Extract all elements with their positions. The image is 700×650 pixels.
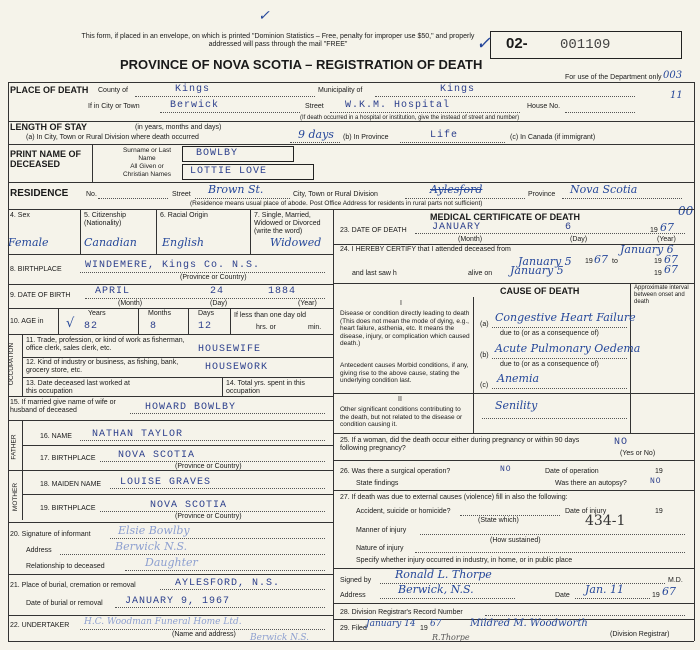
certify-label: 24. I HEREBY CERTIFY that I attended deceased from <box>340 246 511 253</box>
date-of-death-month: JANUARY <box>432 222 482 233</box>
other-conditions-value: Senility <box>495 399 538 412</box>
given-names-value: LOTTIE LOVE <box>190 166 268 177</box>
father-birthplace-value: NOVA SCOTIA <box>118 450 196 461</box>
hrs-label: hrs. or <box>256 324 276 331</box>
citizenship-label: 5. Citizenship (Nationality) <box>84 212 127 227</box>
dob-month-label: (Month) <box>118 300 143 307</box>
office-use-label: For use of the Department only <box>565 74 662 81</box>
street-label: Street <box>305 103 324 110</box>
month-label: (Month) <box>458 236 483 243</box>
attended-to-year: 67 <box>664 253 678 266</box>
stay-b-label: (b) In Province <box>343 134 389 141</box>
undertaker-value: H.C. Woodman Funeral Home Ltd. <box>84 617 242 627</box>
stay-a-value: 9 days <box>298 128 334 141</box>
q26-label: 26. Was there a surgical operation? <box>340 468 451 475</box>
maiden-name-value: LOUISE GRAVES <box>120 477 212 488</box>
check-mark-2: ✓ <box>476 33 492 54</box>
immediate-cause-label: Disease or condition directly leading to death (This does not mean the mode of dying, e.g., heart failure, asthenia, etc. It means the disease, injury, or complication which caused death.) <box>340 310 470 347</box>
citizenship-value: Canadian <box>84 236 137 249</box>
md-label: M.D. <box>668 577 683 584</box>
burial-place-label: 21. Place of burial, cremation or removal <box>10 582 136 589</box>
residence-province-value: Nova Scotia <box>570 183 638 196</box>
alive-on-value: January 5 <box>510 264 564 277</box>
interval-label: Approximate interval between onset and death <box>634 285 689 305</box>
dob-year: 1884 <box>268 286 297 297</box>
business-value: HOUSEWORK <box>205 362 269 373</box>
registrar-sub: (Division Registrar) <box>610 631 670 638</box>
residence-label: RESIDENCE <box>10 188 69 199</box>
surname-label: Surname or Last Name <box>122 147 172 162</box>
spouse-label: 15. If married give name of wife or husband of deceased <box>10 399 116 414</box>
yes-no-label: (Yes or No) <box>620 450 656 457</box>
house-no-label: House No. <box>527 103 561 110</box>
stay-b-value: Life <box>430 130 459 141</box>
informant-addr-label: Address <box>26 547 52 554</box>
form-title: PROVINCE OF NOVA SCOTIA – REGISTRATION OF DEATH <box>120 57 483 72</box>
signed-by-label: Signed by <box>340 577 372 584</box>
dob-day: 24 <box>210 286 225 297</box>
age-label: 10. AGE in <box>10 318 44 325</box>
burial-date-value: JANUARY 9, 1967 <box>125 596 231 607</box>
thorpe-note: R.Thorpe <box>432 633 470 642</box>
to-year-prefix: 19 <box>654 258 662 265</box>
print-name-label: PRINT NAME OF DECEASED <box>10 149 81 169</box>
mother-birthplace-value: NOVA SCOTIA <box>150 500 228 511</box>
cause-a-value: Congestive Heart Failure <box>495 311 636 324</box>
street-value: W.K.M. Hospital <box>345 100 451 111</box>
to-label: to <box>612 258 618 265</box>
years-value: 82 <box>84 321 99 332</box>
father-name-value: NATHAN TAYLOR <box>92 429 184 440</box>
burial-place-value: AYLESFORD, N.S. <box>175 578 281 589</box>
city-label: If in City or Town <box>88 103 140 110</box>
undertaker-address: Berwick N.S. <box>250 633 310 643</box>
alive-on-label: alive on <box>468 270 493 277</box>
other-conditions-label: Other significant conditions contributing to the death, but not related to the disease or condition causing it. <box>340 406 463 428</box>
cause-b-value: Acute Pulmonary Oedema <box>495 342 641 355</box>
cause-c-value: Anemia <box>497 372 540 385</box>
stay-a-label: (a) In City, Town or Rural Division where death occurred <box>26 134 199 141</box>
filed-year-prefix: 19 <box>420 625 428 632</box>
office-code-2: 11 <box>670 90 683 101</box>
residence-city-value: Aylesford <box>430 183 483 196</box>
trade-label: 11. Trade, profession, or kind of work as fisherman, office clerk, sales clerk, etc. <box>26 337 185 352</box>
months-label: Months <box>148 310 171 317</box>
marital-label: 7. Single, Married, Widowed or Divorced (write the word) <box>254 212 321 235</box>
alive-year: 67 <box>664 263 678 276</box>
cause-b-letter: (b) <box>480 352 489 359</box>
attended-from-year: 67 <box>594 253 608 266</box>
days-value: 12 <box>198 321 213 332</box>
day-label: (Day) <box>570 236 588 243</box>
spouse-value: HOWARD BOWLBY <box>145 402 237 413</box>
office-code-1: 003 <box>663 70 683 81</box>
racial-origin-label: 6. Racial Origin <box>160 212 208 219</box>
given-names-label: All Given or Christian Names <box>122 163 172 178</box>
cert-date-label: Date <box>555 592 570 599</box>
filed-year: 67 <box>430 619 442 629</box>
medical-header: MEDICAL CERTIFICATE OF DEATH <box>430 212 580 222</box>
antecedent-label: Antecedent causes Morbid conditions, if any, giving rise to the above cause, stating the underlying condition last. <box>340 362 469 384</box>
check-mark: ✓ <box>258 8 270 24</box>
birthplace-sub: (Province or Country) <box>180 274 247 281</box>
year-label: (Year) <box>657 236 676 243</box>
registration-number: 001109 <box>560 37 611 53</box>
county-label: County of <box>98 87 128 94</box>
trade-value: HOUSEWIFE <box>198 344 262 355</box>
mother-birthplace-label: 19. BIRTHPLACE <box>40 505 96 512</box>
days-label: Days <box>198 310 214 317</box>
years-label: Years <box>88 310 106 317</box>
municipality-value: Kings <box>440 84 476 95</box>
findings-label: State findings <box>356 480 399 487</box>
residence-no-label: No. <box>86 191 97 198</box>
q27-label: 27. If death was due to external causes (violence) fill in also the following: <box>340 494 568 501</box>
registration-prefix: 02- <box>506 35 528 52</box>
alive-year-prefix: 19 <box>654 270 662 277</box>
informant-sig-label: 20. Signature of informant <box>10 531 91 538</box>
mail-notice: This form, if placed in an envelope, on which is printed "Dominion Statistics – Free, penalty for improper use $50," and properly addressed will pass through the mail "FREE" <box>81 33 475 48</box>
father-side-label: FATHER <box>10 434 18 460</box>
last-saw-label: and last saw h <box>352 270 397 277</box>
residence-city-label: City, Town or Rural Division <box>293 191 378 198</box>
years-check: √ <box>66 316 75 331</box>
signed-by-value: Ronald L. Thorpe <box>395 568 492 581</box>
relationship-value: Daughter <box>145 556 198 569</box>
mother-birthplace-sub: (Province or Country) <box>175 513 242 520</box>
informant-addr-value: Berwick N.S. <box>115 540 188 553</box>
surname-value: BOWLBY <box>196 148 239 159</box>
accident-label: Accident, suicide or homicide? <box>356 508 451 515</box>
marital-value: Widowed <box>270 236 322 249</box>
q26-value: NO <box>500 465 512 474</box>
cert-date-value: Jan. 11 <box>585 583 625 596</box>
stamp-number: 434-1 <box>585 513 626 529</box>
q25-label: 25. If a woman, did the death occur either during pregnancy or within 90 days following pregnancy? <box>340 437 580 452</box>
autopsy-value: NO <box>650 477 662 486</box>
total-years-label: 14. Total yrs. spent in this occupation <box>226 380 305 395</box>
stay-sub: (in years, months and days) <box>135 124 222 131</box>
informant-sig-value: Elsie Bowlby <box>118 524 190 537</box>
cert-year-prefix: 19 <box>652 592 660 599</box>
date-of-death-year-prefix: 19 <box>650 227 658 234</box>
date-of-death-label: 23. DATE OF DEATH <box>340 227 407 234</box>
injury-year-prefix: 19 <box>655 508 663 515</box>
cert-address-label: Address <box>340 592 366 599</box>
op-year-prefix: 19 <box>655 468 663 475</box>
birthplace-label: 8. BIRTHPLACE <box>10 266 62 273</box>
how-sustained-label: (How sustained) <box>490 537 541 544</box>
dob-day-label: (Day) <box>210 300 228 307</box>
father-birthplace-label: 17. BIRTHPLACE <box>40 455 96 462</box>
last-worked-label: 13. Date deceased last worked at this occupation <box>26 380 130 395</box>
roman-two: II <box>398 396 402 403</box>
q29-label: 29. Filed <box>340 625 367 632</box>
roman-one: I <box>400 300 402 307</box>
filed-date: January 14 <box>366 619 416 629</box>
date-of-death-year: 67 <box>660 221 674 234</box>
months-value: 8 <box>150 321 158 332</box>
attended-to: January 6 <box>620 243 674 256</box>
occupation-side-label: OCCUPATION <box>8 342 16 386</box>
burial-date-label: Date of burial or removal <box>26 600 103 607</box>
father-birthplace-sub: (Province or Country) <box>175 463 242 470</box>
residence-street-value: Brown St. <box>208 183 264 196</box>
due-to-b: due to (or as a consequence of) <box>500 361 599 368</box>
stay-c-label: (c) In Canada (if immigrant) <box>510 134 596 141</box>
business-label: 12. Kind of industry or business, as fishing, bank, grocery store, etc. <box>26 359 179 374</box>
cert-year: 67 <box>662 585 676 598</box>
mother-side-label: MOTHER <box>12 482 20 512</box>
sex-label: 4. Sex <box>10 212 30 219</box>
office-code-3: 00 <box>678 204 694 218</box>
registrar-signature: Mildred M. Woodworth <box>470 618 588 629</box>
birthplace-value: WINDEMERE, Kings Co. N.S. <box>85 260 261 271</box>
maiden-name-label: 18. MAIDEN NAME <box>40 481 102 488</box>
cause-header: CAUSE OF DEATH <box>500 286 580 296</box>
less-than-day-label: If less than one day old <box>234 312 306 319</box>
father-name-label: 16. NAME <box>40 433 72 440</box>
cause-c-letter: (c) <box>480 382 489 389</box>
place-note: (If death occurred in a hospital or institution, give the instead of street and number) <box>300 115 520 121</box>
dob-label: 9. DATE OF BIRTH <box>10 292 71 299</box>
min-label: min. <box>308 324 322 331</box>
q28-label: 28. Division Registrar's Record Number <box>340 609 463 616</box>
city-value: Berwick <box>170 100 220 111</box>
dob-year-label: (Year) <box>298 300 317 307</box>
cert-address-value: Berwick, N.S. <box>398 583 474 596</box>
injury-date-label: Date of injury <box>565 508 607 515</box>
undertaker-label: 22. UNDERTAKER <box>10 622 70 629</box>
manner-label: Manner of injury <box>356 527 407 534</box>
county-value: Kings <box>175 84 211 95</box>
nature-label: Nature of injury <box>356 545 404 552</box>
date-of-death-day: 6 <box>565 222 573 233</box>
sex-value: Female <box>8 236 49 249</box>
residence-street-label: Street <box>172 191 191 198</box>
length-of-stay-label: LENGTH OF STAY <box>10 122 88 132</box>
undertaker-sub: (Name and address) <box>172 631 236 638</box>
place-of-death-label: PLACE OF DEATH <box>10 85 89 95</box>
specify-label: Specify whether injury occurred in industry, in home, or in public place <box>356 557 573 564</box>
residence-note: (Residence means usual place of abode. Post Office Address for residents in rural parts not sufficient) <box>190 200 483 207</box>
residence-province-label: Province <box>528 191 556 198</box>
state-which-label: (State which) <box>478 517 519 524</box>
from-year-prefix: 19 <box>585 258 593 265</box>
operation-date-label: Date of operation <box>545 468 599 475</box>
racial-origin-value: English <box>162 236 204 249</box>
cause-a-letter: (a) <box>480 321 489 328</box>
relationship-label: Relationship to deceased <box>26 563 105 570</box>
autopsy-label: Was there an autopsy? <box>555 480 627 487</box>
dob-month: APRIL <box>95 286 131 297</box>
q25-value: NO <box>614 437 629 448</box>
due-to-a: due to (or as a consequence of) <box>500 330 599 337</box>
attended-from: January 5 <box>518 255 572 268</box>
municipality-label: Municipality of <box>318 87 363 94</box>
